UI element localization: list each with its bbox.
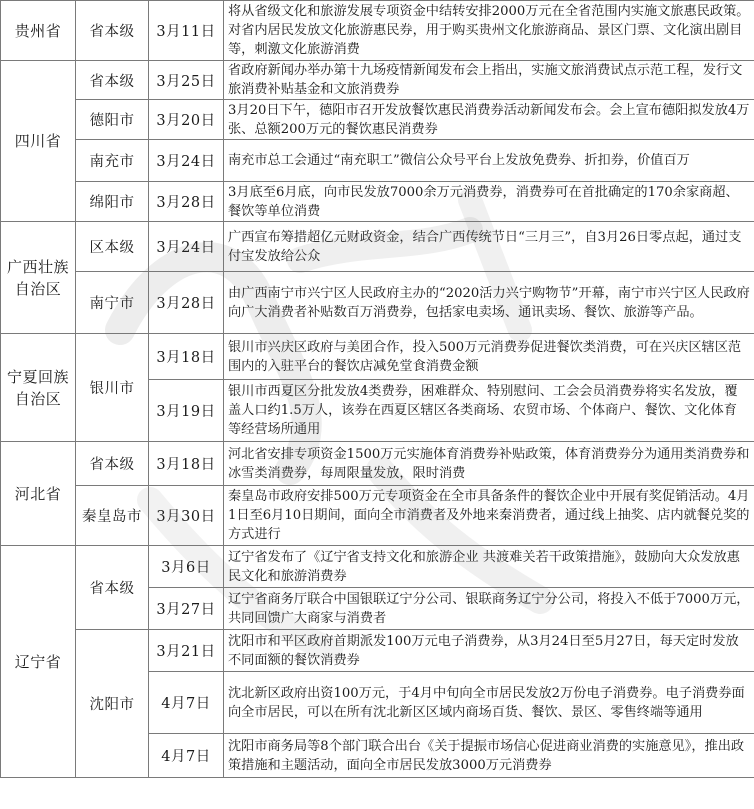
table-row xyxy=(1,100,754,140)
date-cell: 3月28日 xyxy=(149,272,224,334)
table-row xyxy=(1,442,754,486)
date-cell: 3月24日 xyxy=(149,222,224,272)
description-text: 辽宁省发布了《辽宁省支持文化和旅游企业 共渡难关若干政策措施》，鼓励向大众发放惠民文化和旅游消费券 xyxy=(228,549,740,584)
date-cell: 3月18日 xyxy=(149,334,224,380)
description-cell xyxy=(224,588,754,630)
description-cell xyxy=(224,672,754,734)
date-cell: 3月21日 xyxy=(149,630,224,672)
province-cell: 四川省 xyxy=(1,61,76,222)
description-cell xyxy=(224,182,754,222)
description-text: 南充市总工会通过“南充职工”微信公众号平台上发放免费券、折扣券，价值百万 xyxy=(228,153,690,168)
table-row xyxy=(1,546,754,588)
city-cell: 沈阳市 xyxy=(76,630,149,778)
province-cell xyxy=(1,334,76,442)
province-cell: 辽宁省 xyxy=(1,546,76,778)
description-cell xyxy=(224,546,754,588)
city-cell: 南宁市 xyxy=(76,272,149,334)
date-cell: 3月28日 xyxy=(149,182,224,222)
city-cell: 德阳市 xyxy=(76,100,149,140)
date-cell: 3月27日 xyxy=(149,588,224,630)
city-cell: 银川市 xyxy=(76,334,149,442)
description-cell xyxy=(224,61,754,100)
description-text: 将从省级文化和旅游发展专项资金中结转安排2000万元在全省范围内实施文旅惠民政策。对省内居民发放文化旅游惠民券，用于购买贵州文化旅游商品、景区门票、文化演出剧目等，刺激文化旅游消费 xyxy=(228,4,750,57)
table-row xyxy=(1,182,754,222)
province-line: 宁夏回族 xyxy=(6,367,69,386)
description-cell xyxy=(224,380,754,442)
description-cell xyxy=(224,630,754,672)
province-cell: 贵州省 xyxy=(1,1,76,61)
province-cell xyxy=(1,222,76,334)
date-cell: 3月6日 xyxy=(149,546,224,588)
description-cell xyxy=(224,140,754,182)
city-cell: 区本级 xyxy=(76,222,149,272)
province-line: 广西壮族 xyxy=(6,257,69,276)
table-row xyxy=(1,1,754,61)
description-text: 银川市兴庆区政府与美团合作，投入500万元消费券促进餐饮类消费，可在兴庆区辖区范围内的入驻平台的餐饮店减免堂食消费金额 xyxy=(228,339,742,374)
description-text: 辽宁省商务厅联合中国银联辽宁分公司、银联商务辽宁分公司，将投入不低于7000万元，共同回馈广大商家与消费者 xyxy=(228,591,750,626)
table-row xyxy=(1,486,754,546)
table-row xyxy=(1,630,754,672)
description-cell xyxy=(224,442,754,486)
description-cell xyxy=(224,486,754,546)
table-row xyxy=(1,334,754,380)
date-cell: 4月7日 xyxy=(149,672,224,734)
city-cell: 省本级 xyxy=(76,442,149,486)
description-text: 广西宣布筹措超亿元财政资金，结合广西传统节日“三月三”，自3月26日零点起，通过支付宝发放给公众 xyxy=(228,229,742,264)
province-cell: 河北省 xyxy=(1,442,76,546)
city-cell: 秦皇岛市 xyxy=(76,486,149,546)
date-cell: 3月11日 xyxy=(149,1,224,61)
description-text: 河北省安排专项资金1500万元实施体育消费券补贴政策，体育消费券分为通用类消费券和冰雪类消费券，每周限量发放，限时消费 xyxy=(228,446,750,481)
table-row xyxy=(1,61,754,100)
description-text: 沈阳市商务局等8个部门联合出台《关于提振市场信心促进商业消费的实施意见》，推出政策措施和主题活动，面向全市居民发放3000万元消费券 xyxy=(228,738,745,773)
description-cell xyxy=(224,222,754,272)
date-cell: 4月7日 xyxy=(149,734,224,778)
description-cell xyxy=(224,100,754,140)
description-text: 银川市西夏区分批发放4类费券，困难群众、特别慰问、工会会员消费券将实名发放，覆盖人口约1.5万人，该券在西夏区辖区各类商场、农贸市场、个体商户、餐饮、文化体育等经营场所通用 xyxy=(228,384,738,437)
description-text: 沈北新区政府出资100万元，于4月中旬向全市居民发放2万份电子消费券。电子消费券面向全市居民，可以在所有沈北新区区域内商场百货、餐饮、景区、零售终端等通用 xyxy=(228,685,745,720)
description-text: 由广西南宁市兴宁区人民政府主办的“2020活力兴宁购物节”开幕，南宁市兴宁区人民政府向广大消费者补贴数百万消费券，包括家电卖场、通讯卖场、餐饮、旅游等产品。 xyxy=(228,285,750,320)
date-cell: 3月20日 xyxy=(149,100,224,140)
description-text: 3月20日下午，德阳市召开发放餐饮惠民消费券活动新闻发布会。会上宣布德阳拟发放4万张、总额200万元的餐饮惠民消费券 xyxy=(228,102,750,137)
date-cell: 3月30日 xyxy=(149,486,224,546)
city-cell: 南充市 xyxy=(76,140,149,182)
city-cell: 省本级 xyxy=(76,1,149,61)
description-cell xyxy=(224,734,754,778)
date-cell: 3月19日 xyxy=(149,380,224,442)
province-line: 自治区 xyxy=(14,389,62,408)
city-cell: 绵阳市 xyxy=(76,182,149,222)
description-cell xyxy=(224,1,754,61)
description-text: 3月底至6月底，向市民发放7000余万元消费券，消费券可在首批确定的170余家商超、餐饮等单位消费 xyxy=(228,184,739,219)
table-row xyxy=(1,140,754,182)
description-text: 省政府新闻办举办第十九场疫情新闻发布会上指出，实施文旅消费试点示范工程，发行文旅消费补贴基金和文旅消费券 xyxy=(228,63,743,97)
description-cell xyxy=(224,272,754,334)
city-cell: 省本级 xyxy=(76,61,149,100)
description-text: 秦皇岛市政府安排500万元专项资金在全市具备条件的餐饮企业中开展有奖促销活动。4月1日至6月10日期间，面向全市消费者及外地来秦消费者，通过线上抽奖、店内就餐兑奖的方式进行 xyxy=(228,489,750,542)
province-line: 自治区 xyxy=(14,279,62,298)
date-cell: 3月18日 xyxy=(149,442,224,486)
date-cell: 3月25日 xyxy=(149,61,224,100)
table-row xyxy=(1,222,754,272)
table-row xyxy=(1,272,754,334)
city-cell: 省本级 xyxy=(76,546,149,630)
date-cell: 3月24日 xyxy=(149,140,224,182)
description-cell xyxy=(224,334,754,380)
description-text: 沈阳市和平区政府首期派发100万元电子消费券，从3月24日至5月27日，每天定时发放不同面额的餐饮消费券 xyxy=(228,633,739,668)
